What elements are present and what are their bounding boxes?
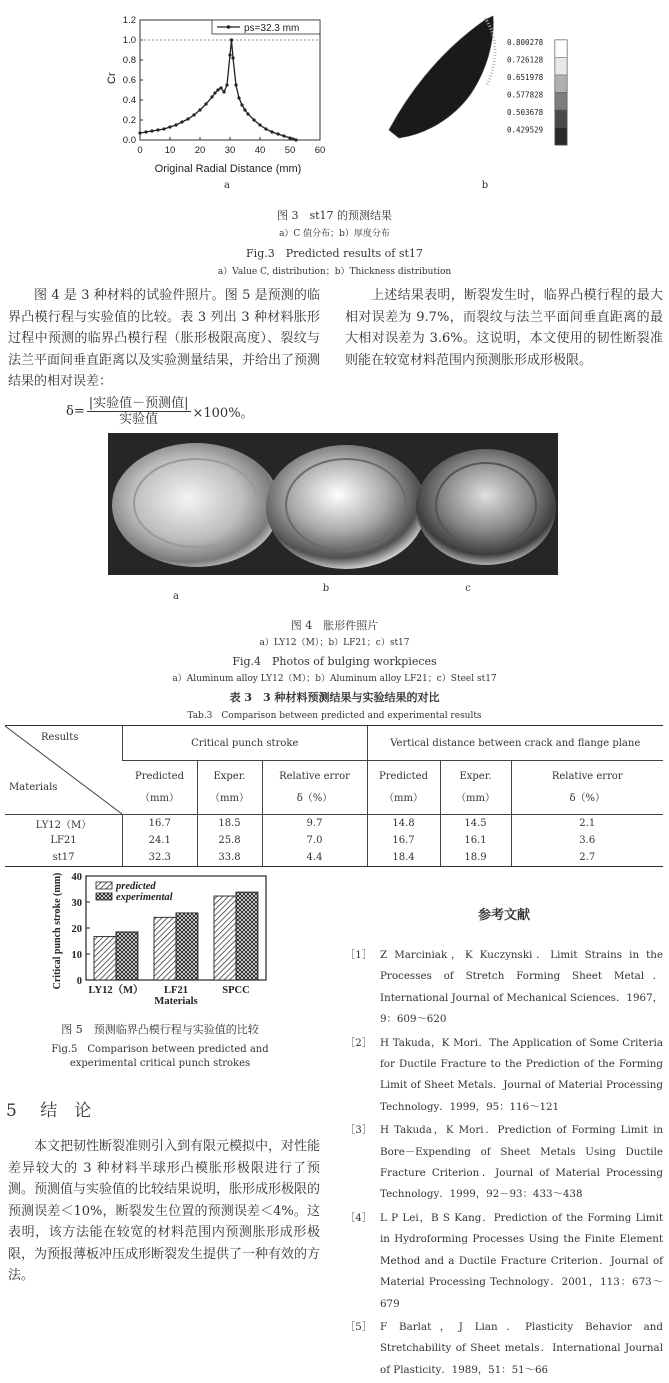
table-cell: 2.1 (511, 815, 663, 833)
fig3a-data-point (213, 91, 216, 94)
fig3a-y-tick-label: 1.2 (122, 15, 136, 26)
fig5-x-tick-label: SPCC (222, 985, 250, 996)
fig5-y-ticks (72, 872, 91, 987)
fig3a-data-point (237, 96, 240, 99)
fig3a-y-tick-label: 0.2 (122, 115, 136, 126)
reference-item (345, 1317, 663, 1381)
fig3b-thickness-shape (389, 16, 493, 138)
fig3a-data-point (204, 102, 207, 105)
fig3a-y-tick-label: 0.8 (122, 55, 136, 66)
fig5-x-ticks (88, 983, 249, 996)
fig3a-data-point (144, 130, 147, 133)
fig5-x-tick-label: LY12（M） (88, 985, 144, 996)
conclusion-heading-number: 5 (6, 1101, 17, 1121)
fig5-bar-chart (40, 858, 280, 1008)
fig3a-data-point (230, 38, 233, 41)
fig5-y-tick-label: 20 (71, 924, 82, 935)
fig4-caption-en: Fig.4 Photos of bulging workpieces (232, 655, 437, 668)
fig3b-scale-swatch (555, 58, 567, 76)
formula-fraction (87, 396, 191, 427)
fig4-workpiece-a (112, 443, 280, 567)
right-paragraph: 上述结果表明，断裂发生时，临界凸模行程的最大相对误差为 9.7%，而裂纹与法兰平面间垂直距离的最大相对误差为 3.6%。这说明，本文使用的韧性断裂准则能在较宽材料范围内预测胀形成形极限。 (345, 288, 663, 368)
table3-subheader: Exper. （mm） (197, 761, 262, 815)
fig3a-data-point (231, 56, 234, 59)
fig3a-data-point (240, 103, 243, 106)
fig3b-scale-swatch (555, 75, 567, 93)
fig3a-data-point (198, 108, 201, 111)
table3-title-cn: 表 3 3 种材料预测结果与实验结果的对比 (229, 691, 440, 704)
formula (66, 395, 254, 427)
table-cell: 18.9 (440, 849, 511, 866)
fig5-x-axis-label: Materials (154, 996, 198, 1007)
table-cell: 4.4 (262, 849, 367, 866)
fig3a-data-point (174, 123, 177, 126)
conclusion-heading (6, 1096, 91, 1121)
fig4-subcaption-cn: a）LY12（M）；b）LF21；c）st17 (259, 638, 410, 648)
reference-number: ［4］ (345, 1211, 373, 1224)
fig3a-line-chart (0, 0, 340, 195)
fig3a-legend-marker (227, 25, 231, 29)
table-cell: 14.8 (367, 815, 440, 833)
fig3a-data-point (270, 130, 273, 133)
fig3a-data-point (138, 131, 141, 134)
table3-subheader: Relative error δ（%） (511, 761, 663, 815)
table-cell: 3.6 (511, 832, 663, 849)
table3-subheader: Exper. （mm） (440, 761, 511, 815)
fig3a-data-point (210, 95, 213, 98)
fig5-legend-swatch-predicted (96, 882, 112, 889)
reference-item (345, 945, 663, 1031)
fig3-caption-cn: 图 3 st17 的预测结果 (276, 209, 393, 222)
table3-subheader: Predicted （mm） (135, 770, 184, 804)
fig5-y-axis-label: Critical punch stroke (mm) (52, 872, 63, 990)
fig3a-data-point (288, 136, 291, 139)
reference-text: F Barlat，J Lian．Plasticity Behavior and Stretchability of Sheet metals．International Journal of Plasticity．1989，51：51～66 (380, 1320, 663, 1376)
fig3a-data-point (282, 134, 285, 137)
fig3b-scale-swatch (555, 110, 567, 128)
fig5-bar-predicted (214, 896, 236, 980)
fig3b-scale-label: 0.577828 (507, 90, 544, 100)
fig3b-scale-label: 0.429529 (507, 125, 544, 135)
fig5-y-tick-label: 10 (71, 950, 82, 961)
fig3b-scale-label: 0.800278 (507, 38, 544, 47)
fig3a-x-tick-label: 50 (284, 145, 296, 156)
fig3a-data-point (156, 128, 159, 131)
fig3a-series-points (138, 38, 297, 141)
table3-corner-results: Results (41, 732, 79, 743)
table-cell: 32.3 (123, 849, 198, 866)
fig3a-data-point (192, 113, 195, 116)
reference-text: H Takuda，K Mori．The Application of Some Criteria for Ductile Fracture to the Prediction of the Forming Limit of Sheet Metals．Journal of Material Processing Technology．1999，95：116～121 (380, 1036, 663, 1113)
table3-material-ly12: LY12（M） (35, 820, 92, 831)
fig3b-scale-swatch (555, 93, 567, 111)
fig5-bar-experimental (236, 892, 258, 980)
fig3b-scale-label: 0.503678 (507, 108, 544, 117)
fig3a-data-point (219, 86, 222, 89)
fig3a-data-point (252, 118, 255, 121)
fig3a-legend-label: ps=32.3 mm (244, 23, 300, 34)
fig3a-y-tick-label: 0.4 (122, 95, 136, 106)
fig4-photo (108, 433, 558, 608)
fig3a-x-tick-label: 0 (137, 145, 143, 156)
table-cell: 25.8 (197, 832, 262, 849)
fig5-bar-predicted (94, 937, 116, 980)
fig3-caption-en: Fig.3 Predicted results of st17 (246, 247, 423, 260)
fig3a-data-point (180, 120, 183, 123)
fig5-bar-experimental (116, 932, 138, 980)
fig3b-sublabel: b (481, 180, 489, 191)
table-cell: 2.7 (511, 849, 663, 866)
fig3b-color-scale (507, 38, 567, 145)
fig3a-x-tick-label: 40 (254, 145, 266, 156)
reference-number: ［5］ (345, 1320, 373, 1333)
fig5-caption-cn: 图 5 预测临界凸模行程与实验值的比较 (61, 1023, 259, 1036)
table3-material-lf21: LF21 (50, 835, 77, 846)
fig5-legend-predicted: predicted (116, 881, 156, 892)
fig3a-x-tick-label: 10 (164, 145, 176, 156)
table3-group-vertical-distance: Vertical distance between crack and flange plane (367, 726, 663, 761)
formula-numerator: |实验值－预测值| (88, 395, 189, 411)
table-cell: 24.1 (123, 832, 198, 849)
reference-number: ［2］ (345, 1036, 373, 1049)
fig4-label-b: b (322, 583, 330, 594)
fig3-subcaption-cn: a）C 值分布；b）厚度分布 (279, 229, 390, 239)
fig3a-data-point (186, 117, 189, 120)
table-cell: 16.7 (367, 832, 440, 849)
table-row (5, 815, 663, 833)
fig3a-y-axis-label: Cr (106, 72, 118, 84)
fig4-label-c: c (465, 583, 471, 594)
fig3a-data-point (228, 53, 231, 56)
reference-item (345, 1033, 663, 1119)
fig5-legend-swatch-experimental (96, 893, 112, 900)
table-cell: 16.1 (440, 832, 511, 849)
table3-subheader: Relative error δ（%） (262, 761, 367, 815)
left-paragraph: 图 4 是 3 种材料的试验件照片。图 5 是预测的临界凸模行程与实验值的比较。表 3 列出 3 种材料胀形过程中预测的临界凸模行程（胀形极限高度）、裂纹与法兰平面间垂直距离以及实验测量结果，并给出了预测结果的相对误差： (8, 288, 321, 389)
formula-lhs: δ= (66, 403, 85, 419)
fig5-bar-predicted (154, 917, 176, 980)
fig3a-data-point (243, 108, 246, 111)
fig4-label-a: a (173, 591, 179, 602)
table-cell: 14.5 (440, 815, 511, 833)
fig5-caption-en-1: Fig.5 Comparison between predicted and (51, 1044, 269, 1055)
fig3b-scale-swatch (555, 40, 567, 58)
fig3a-y-tick-label: 0.0 (122, 135, 136, 146)
references-list (345, 945, 663, 1383)
fig3b-scale-swatch (555, 128, 567, 146)
table-cell: 33.8 (197, 849, 262, 866)
table3-subheader: Predicted （mm） (367, 761, 440, 815)
fig3a-data-point (294, 138, 297, 141)
table3 (5, 725, 663, 867)
formula-rhs: ×100%。 (192, 405, 254, 421)
table-row (5, 832, 663, 849)
fig3a-data-point (216, 88, 219, 91)
fig3a-y-tick-label: 0.6 (122, 75, 136, 86)
fig3a-data-point (168, 125, 171, 128)
reference-text: L P Lei，B S Kang．Prediction of the Forming Limit in Hydroforming Processes Using the Finite Element Method and a Ductile Fracture Criterion．Journal of Material Processing Technology．2001，113：673～679 (380, 1211, 663, 1310)
fig3a-data-point (276, 132, 279, 135)
fig3b-scale-label: 0.651978 (507, 73, 544, 82)
fig3a-data-point (246, 112, 249, 115)
fig3a-x-tick-label: 60 (314, 145, 326, 156)
fig3a-data-point (264, 127, 267, 130)
reference-text: H Takuda，K Mori．Prediction of Forming Limit in Bore－Expending of Sheet Metals Using Ductile Fracture Criterion．Journal of Material Processing Technology．1999，92－93：433～438 (380, 1124, 663, 1201)
table3-material-st17: st17 (52, 852, 75, 863)
references-heading: 参考文献 (477, 908, 530, 923)
fig3a-data-point (234, 83, 237, 86)
fig3a-data-point (222, 90, 225, 93)
table3-corner-cell (5, 726, 123, 815)
reference-item (345, 1120, 663, 1206)
conclusion-paragraph: 本文把韧性断裂准则引入到有限元模拟中，对性能差异较大的 3 种材料半球形凸模胀形极限进行了预测。预测值与实验值的比较结果说明，胀形成形极限的预测误差＜10%，断裂发生位置的预测误差＜4%。这表明，该方法能在较宽的材料范围内预测胀形成形极限，为预报薄板冲压成形断裂发生提供了一种有效的方法。 (8, 1139, 321, 1283)
conclusion-heading-text: 结 论 (40, 1101, 92, 1121)
reference-text: Z Marciniak，K Kuczynski．Limit Strains in the Processes of Stretch Forming Sheet Metal．International Journal of Mechanical Sciences．1967，9：609～620 (380, 949, 663, 1026)
fig3-subcaption-en: a）Value C, distribution；b）Thickness distribution (217, 267, 452, 277)
fig3a-sublabel: a (224, 180, 230, 191)
fig3a-data-point (162, 127, 165, 130)
formula-denominator: 实验值 (119, 411, 159, 427)
fig3a-data-point (150, 129, 153, 132)
fig5-x-tick-label: LF21 (164, 985, 188, 996)
fig5-caption-en-2: experimental critical punch strokes (69, 1058, 251, 1069)
table3-title-en: Tab.3 Comparison between predicted and experimental results (187, 711, 482, 721)
table-cell: 18.4 (367, 849, 440, 866)
table-cell: 16.7 (123, 815, 198, 833)
fig5-bar-experimental (176, 913, 198, 980)
fig3a-data-point (225, 83, 228, 86)
fig4-caption-cn: 图 4 胀形件照片 (290, 619, 379, 632)
fig3a-x-tick-label: 30 (224, 145, 236, 156)
table-cell: 9.7 (262, 815, 367, 833)
table-cell: 7.0 (262, 832, 367, 849)
fig3a-plot-frame (140, 20, 320, 140)
table3-corner-materials: Materials (9, 782, 58, 793)
fig3a-y-tick-label: 1.0 (122, 35, 136, 46)
reference-item (345, 1208, 663, 1315)
reference-number: ［3］ (345, 1124, 373, 1137)
fig3a-data-point (258, 123, 261, 126)
fig4-subcaption-en: a）Aluminum alloy LY12（M）；b）Aluminum alloy LF21；c）Steel st17 (172, 674, 497, 684)
fig5-y-tick-label: 0 (76, 976, 82, 987)
fig3a-x-tick-label: 20 (194, 145, 206, 156)
fig5-y-tick-label: 40 (71, 872, 82, 883)
reference-number: ［1］ (345, 949, 373, 961)
fig5-y-tick-label: 30 (71, 898, 82, 909)
table-cell: 18.5 (197, 815, 262, 833)
fig5-bars (94, 892, 258, 980)
fig3a-data-point (291, 137, 294, 140)
table3-group-critical-punch: Critical punch stroke (123, 726, 368, 761)
fig3b-thickness-plot (375, 10, 665, 192)
fig3b-scale-label: 0.726128 (507, 55, 544, 65)
fig3a-x-axis-label: Original Radial Distance (mm) (154, 163, 302, 175)
fig5-legend-experimental: experimental (116, 892, 173, 903)
